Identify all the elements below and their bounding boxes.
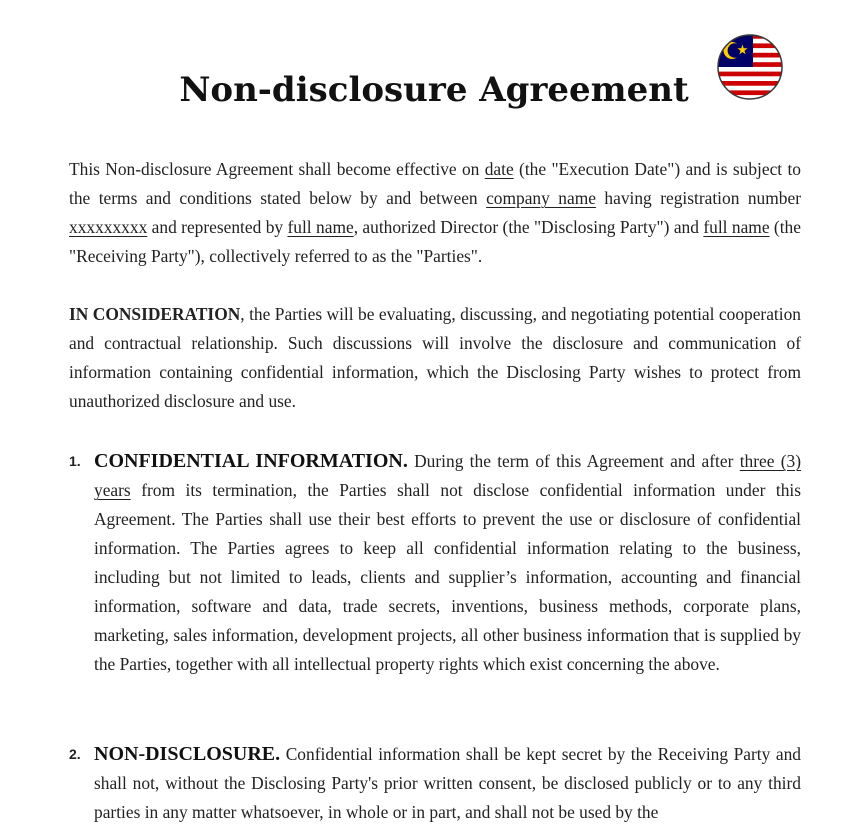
section-number: 1. <box>69 453 81 469</box>
section-heading: CONFIDENTIAL INFORMATION. <box>94 450 408 472</box>
term-placeholder: three (3) years <box>94 451 802 500</box>
consideration-lead: IN CONSIDERATION <box>69 304 241 324</box>
date-placeholder: date <box>484 159 514 179</box>
section-non-disclosure <box>69 740 801 827</box>
consideration-paragraph: IN CONSIDERATION, the Parties will be evaluating, discussing, and negotiating potential cooperation and contractual relationship. Such discussions will involve the disclosure and communication of information containing confidential information, which the Disclosing Party wishes to protect from unauthorized disclosure and use. <box>69 304 801 411</box>
section-number: 2. <box>69 746 81 762</box>
company-name-placeholder: company name <box>486 188 596 208</box>
registration-number-placeholder: xxxxxxxxx <box>69 217 148 237</box>
director-full-name-placeholder: full name <box>287 217 354 237</box>
intro-paragraph: This Non-disclosure Agreement shall become effective on date (the "Execution Date") and is subject to the terms and conditions stated below by and between company name having registration number xxxxxxxxx and represented by full name, authorized Director (the "Disclosing Party") and full name (the "Receiving Party"), collectively referred to as the "Parties". <box>69 159 801 266</box>
receiving-party-full-name-placeholder: full name <box>703 217 770 237</box>
section-confidential-information <box>69 447 801 679</box>
section-body: NON-DISCLOSURE. Confidential information shall be kept secret by the Receiving Party and shall not, without the Disclosing Party's prior written consent, be disclosed publicly or to any third parties in any matter whatsoever, in whole or in part, and shall not be used by the <box>94 743 801 822</box>
section-heading: NON-DISCLOSURE. <box>94 743 281 765</box>
document-title: Non-disclosure Agreement <box>179 70 689 110</box>
section-body: CONFIDENTIAL INFORMATION. During the term of this Agreement and after three (3) years from its termination, the Parties shall not disclose confidential information under this Agreement. The Parties shall use their best efforts to prevent the use or disclosure of confidential information. The Parties agrees to keep all confidential information relating to the business, including but not limited to leads, clients and supplier’s information, accounting and financial information, software and data, trade secrets, inventions, business methods, corporate plans, marketing, sales information, development projects, all other business information that is supplied by the Parties, together with all intellectual property rights which exist concerning the above. <box>94 450 802 674</box>
